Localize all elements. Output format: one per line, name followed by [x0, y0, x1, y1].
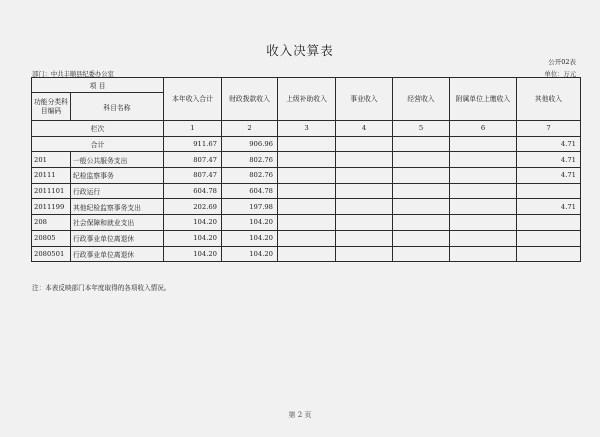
table-row [32, 230, 581, 246]
func-code-cell: 2080501 [32, 246, 71, 262]
superior-cell [278, 246, 336, 262]
total-amount: 911.67 [164, 136, 222, 152]
fiscal-cell: 802.76 [222, 152, 278, 168]
operating-cell [393, 246, 450, 262]
column-number-label: 栏次 [32, 121, 164, 137]
func-code-cell: 20111 [32, 168, 71, 184]
func-code-cell: 2011199 [32, 199, 71, 215]
header-total: 本年收入合计 [164, 78, 222, 121]
func-code-cell: 208 [32, 215, 71, 231]
operating-cell [393, 152, 450, 168]
income-table [31, 77, 581, 262]
total-cell: 104.20 [164, 215, 222, 231]
business-cell [336, 215, 393, 231]
other-cell [517, 215, 581, 231]
business-cell [336, 168, 393, 184]
business-cell [336, 152, 393, 168]
table-row [32, 246, 581, 262]
column-number: 7 [517, 121, 581, 137]
header-operating: 经营收入 [393, 78, 450, 121]
header-item: 项 目 [32, 78, 164, 93]
func-code-cell: 201 [32, 152, 71, 168]
affiliated-cell [450, 168, 517, 184]
subject-name-cell: 行政运行 [71, 183, 164, 199]
total-cell: 104.20 [164, 246, 222, 262]
header-other: 其他收入 [517, 78, 581, 121]
func-code-cell: 2011101 [32, 183, 71, 199]
department-label: 部门：中共丰顺县纪委办公室 [32, 71, 114, 78]
other-cell: 4.71 [517, 199, 581, 215]
affiliated-cell [450, 183, 517, 199]
operating-cell [393, 199, 450, 215]
business-cell [336, 199, 393, 215]
column-number: 2 [222, 121, 278, 137]
column-number: 3 [278, 121, 336, 137]
other-cell [517, 183, 581, 199]
other-cell [517, 230, 581, 246]
header-subject-name: 科目名称 [71, 93, 164, 121]
column-number: 6 [450, 121, 517, 137]
superior-cell [278, 215, 336, 231]
other-cell: 4.71 [517, 168, 581, 184]
table-row [32, 199, 581, 215]
operating-cell [393, 215, 450, 231]
subject-name-cell: 行政事业单位离退休 [71, 230, 164, 246]
total-cell: 104.20 [164, 230, 222, 246]
unit-label: 单位：万元 [544, 71, 576, 78]
total-cell: 202.69 [164, 199, 222, 215]
subject-name-cell: 一般公共服务支出 [71, 152, 164, 168]
subject-name-cell: 其他纪检监察事务支出 [71, 199, 164, 215]
page-title: 收入决算表 [266, 43, 334, 58]
header-fiscal: 财政拨款收入 [222, 78, 278, 121]
total-row [32, 136, 581, 152]
fiscal-cell: 604.78 [222, 183, 278, 199]
total-fiscal: 906.96 [222, 136, 278, 152]
fiscal-cell: 104.20 [222, 215, 278, 231]
affiliated-cell [450, 230, 517, 246]
table-row [32, 215, 581, 231]
page-number: 第 2 页 [288, 411, 312, 419]
table-row [32, 183, 581, 199]
operating-cell [393, 183, 450, 199]
business-cell [336, 230, 393, 246]
table-row [32, 168, 581, 184]
superior-cell [278, 152, 336, 168]
header-func-code: 功能分类科目编码 [32, 93, 71, 121]
affiliated-cell [450, 246, 517, 262]
header-business: 事业收入 [336, 78, 393, 121]
total-business [336, 136, 393, 152]
business-cell [336, 246, 393, 262]
fiscal-cell: 104.20 [222, 246, 278, 262]
fiscal-cell: 197.98 [222, 199, 278, 215]
total-superior [278, 136, 336, 152]
other-cell: 4.71 [517, 152, 581, 168]
affiliated-cell [450, 215, 517, 231]
subject-name-cell: 纪检监察事务 [71, 168, 164, 184]
superior-cell [278, 183, 336, 199]
total-other: 4.71 [517, 136, 581, 152]
total-cell: 807.47 [164, 152, 222, 168]
operating-cell [393, 230, 450, 246]
header-superior: 上级补助收入 [278, 78, 336, 121]
column-number: 4 [336, 121, 393, 137]
total-cell: 807.47 [164, 168, 222, 184]
other-cell [517, 246, 581, 262]
column-number: 1 [164, 121, 222, 137]
total-cell: 604.78 [164, 183, 222, 199]
affiliated-cell [450, 152, 517, 168]
form-code: 公开02表 [548, 58, 576, 66]
func-code-cell: 20805 [32, 230, 71, 246]
operating-cell [393, 168, 450, 184]
business-cell [336, 183, 393, 199]
subject-name-cell: 社会保障和就业支出 [71, 215, 164, 231]
column-number: 5 [393, 121, 450, 137]
total-operating [393, 136, 450, 152]
total-label: 合计 [32, 136, 164, 152]
fiscal-cell: 802.76 [222, 168, 278, 184]
superior-cell [278, 230, 336, 246]
subject-name-cell: 行政事业单位离退休 [71, 246, 164, 262]
superior-cell [278, 168, 336, 184]
fiscal-cell: 104.20 [222, 230, 278, 246]
table-row [32, 152, 581, 168]
table-note: 注：本表反映部门本年度取得的各项收入情况。 [32, 284, 171, 292]
superior-cell [278, 199, 336, 215]
affiliated-cell [450, 199, 517, 215]
total-affiliated [450, 136, 517, 152]
column-number-row [32, 121, 581, 137]
header-affiliated: 附属单位上缴收入 [450, 78, 517, 121]
